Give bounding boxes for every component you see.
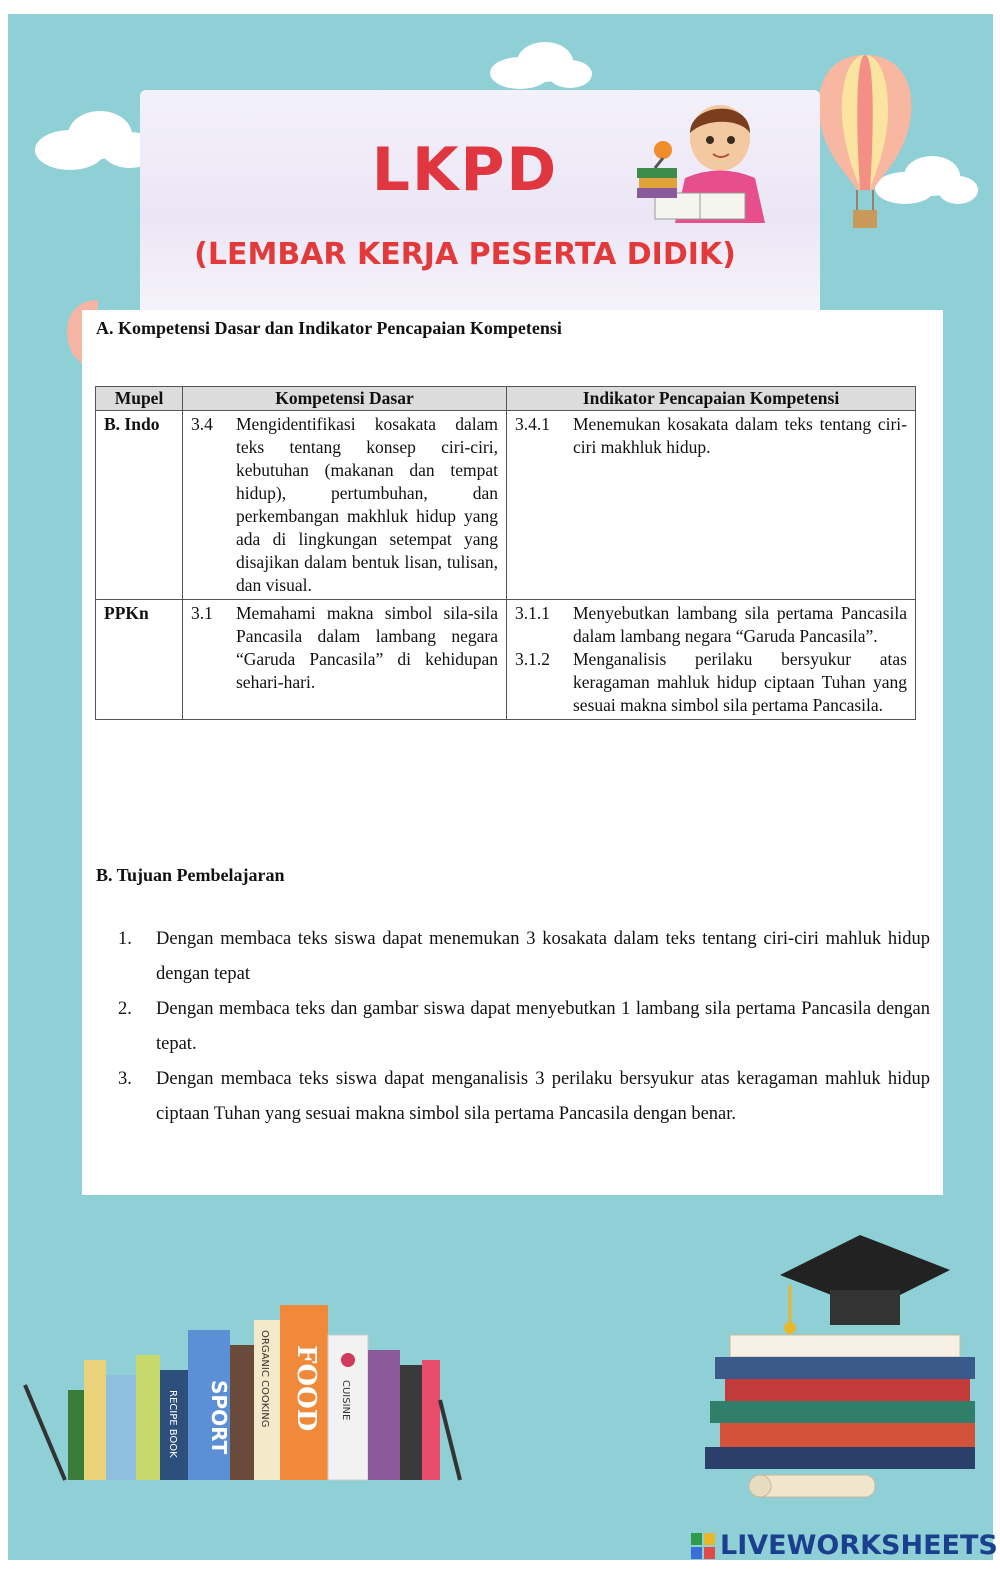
goal-text: Dengan membaca teks siswa dapat menemukan 3 kosakata dalam teks tentang ciri-ciri mahluk hidup dengan tepat	[156, 929, 930, 984]
goal-number: 1.	[118, 929, 132, 949]
column-header-mapel: Mupel	[96, 387, 183, 411]
graduation-books-illustration	[690, 1230, 990, 1520]
goal-number: 3.	[118, 1069, 132, 1089]
list-item	[118, 992, 930, 1062]
column-header-kd: Kompetensi Dasar	[183, 387, 507, 411]
brand-badge-icon	[690, 1532, 716, 1560]
child-reading-illustration	[625, 98, 785, 233]
column-header-indicator: Indikator Pencapaian Kompetensi	[507, 387, 916, 411]
hot-air-balloon-right	[805, 50, 925, 240]
learning-goals-list	[118, 922, 930, 1132]
brand-logo	[690, 1530, 998, 1561]
kd-text: Memahami makna simbol sila-sila Pancasila dalam lambang negara “Garuda Pancasila” di kehidupan sehari-hari.	[236, 603, 498, 692]
content-card	[82, 310, 943, 1195]
table-row	[96, 411, 916, 600]
kd-number: 3.4	[191, 414, 213, 434]
table-header-row	[96, 387, 916, 411]
book-spine-label: RECIPE BOOK	[167, 1390, 178, 1458]
indicator-cell	[507, 600, 916, 720]
kd-cell	[183, 411, 507, 600]
book-spine-label: FOOD	[291, 1345, 321, 1432]
goal-text: Dengan membaca teks siswa dapat menganalisis 3 perilaku bersyukur atas keragaman mahluk hidup ciptaan Tuhan yang sesuai makna simbol sila pertama Pancasila dengan benar.	[156, 1069, 930, 1124]
kd-cell	[183, 600, 507, 720]
competency-table	[95, 386, 916, 720]
indicator-number: 3.1.1	[515, 603, 550, 623]
indicator-number: 3.1.2	[515, 649, 550, 669]
kd-text: Mengidentifikasi kosakata dalam teks tentang konsep ciri-ciri, kebutuhan (makanan dan tempat hidup), pertumbuhan, dan perkembangan makhluk hidup yang ada di lingkungan setempat yang disajikan dalam bentuk lisan, tulisan, dan visual.	[236, 414, 498, 595]
list-item	[118, 1062, 930, 1132]
book-spine-label: CUISINE	[340, 1380, 351, 1421]
page-title: LKPD	[371, 135, 559, 205]
indicator-text: Menyebutkan lambang sila pertama Pancasila dalam lambang negara “Garuda Pancasila”.	[573, 603, 907, 646]
indicator-text: Menganalisis perilaku bersyukur atas keragaman mahluk hidup ciptaan Tuhan yang sesuai makna simbol sila pertama Pancasila.	[573, 649, 907, 715]
mapel-cell: PPKn	[96, 600, 183, 720]
brand-name: LIVEWORKSHEETS	[720, 1530, 998, 1561]
indicator-text: Menemukan kosakata dalam teks tentang ciri-ciri makhluk hidup.	[573, 414, 907, 457]
books-illustration	[20, 1300, 500, 1490]
indicator-cell	[507, 411, 916, 600]
goal-number: 2.	[118, 999, 132, 1019]
mapel-cell: B. Indo	[96, 411, 183, 600]
section-a-title: A. Kompetensi Dasar dan Indikator Pencapaian Kompetensi	[96, 318, 562, 338]
page-subtitle: (LEMBAR KERJA PESERTA DIDIK)	[194, 237, 736, 272]
section-b-title: B. Tujuan Pembelajaran	[96, 865, 285, 885]
book-spine-label: SPORT	[207, 1380, 231, 1455]
table-row	[96, 600, 916, 720]
goal-text: Dengan membaca teks dan gambar siswa dapat menyebutkan 1 lambang sila pertama Pancasila dengan tepat.	[156, 999, 930, 1054]
book-spine-label: ORGANIC COOKING	[259, 1330, 270, 1428]
cloud-top-decoration	[485, 38, 595, 93]
indicator-number: 3.4.1	[515, 414, 550, 434]
list-item	[118, 922, 930, 992]
kd-number: 3.1	[191, 603, 213, 623]
